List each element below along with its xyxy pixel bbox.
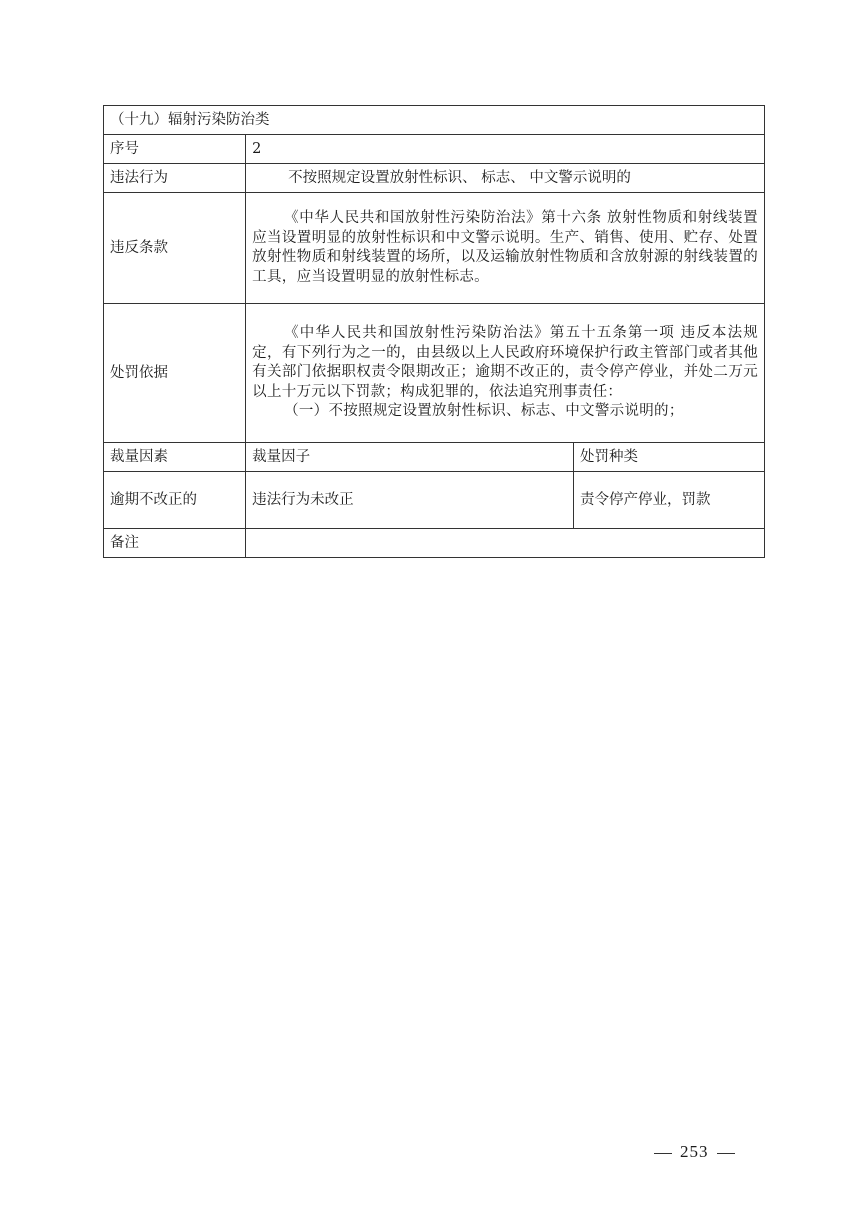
violated-clause-cell [246,193,765,304]
violated-clause-text: 《中华人民共和国放射性污染防治法》第十六条 放射性物质和射线装置应当设置明显的放射性标识和中文警示说明。生产、销售、使用、贮存、处置放射性物质和射线装置的场所，以及运输放射性物质和含放射源的射线装置的工具，应当设置明显的放射性标志。 [252,210,758,285]
footer-dash-left [654,1153,672,1154]
remarks-value [246,529,765,558]
violation-label: 违法行为 [104,164,246,193]
violated-clause-label: 违反条款 [104,193,246,304]
violated-clause-row [104,193,765,304]
violation-value: 不按照规定设置放射性标识、 标志、 中文警示说明的 [246,164,765,193]
penalty-basis-text: 《中华人民共和国放射性污染防治法》第五十五条第一项 违反本法规定，有下列行为之一的，由县级以上人民政府环境保护行政主管部门或者其他有关部门依据职权责令限期改正；逾期不改正的，责令停产停业，并处二万元以上十万元以下罚款；构成犯罪的，依法追究刑事责任： [252,325,758,400]
penalty-type: 责令停产停业，罚款 [574,472,765,529]
remarks-row [104,529,765,558]
discretion-factor: 逾期不改正的 [104,472,246,529]
serial-value: 2 [246,135,765,164]
discretion-row [104,472,765,529]
discretion-factor-header: 裁量因素 [104,443,246,472]
remarks-label: 备注 [104,529,246,558]
penalty-discretion-table [103,105,765,558]
section-title-row [104,106,765,135]
discretion-subfactor-header: 裁量因子 [246,443,574,472]
penalty-basis-row [104,304,765,443]
discretion-header-row [104,443,765,472]
serial-label: 序号 [104,135,246,164]
serial-row [104,135,765,164]
penalty-basis-label: 处罚依据 [104,304,246,443]
footer-dash-right [717,1153,735,1154]
penalty-basis-item: （一）不按照规定设置放射性标识、标志、中文警示说明的； [284,403,684,420]
page-footer [646,1142,743,1162]
violation-row [104,164,765,193]
discretion-subfactor: 违法行为未改正 [246,472,574,529]
section-title: （十九）辐射污染防治类 [104,106,765,135]
penalty-type-header: 处罚种类 [574,443,765,472]
page-number: 253 [680,1142,709,1161]
penalty-basis-cell [246,304,765,443]
